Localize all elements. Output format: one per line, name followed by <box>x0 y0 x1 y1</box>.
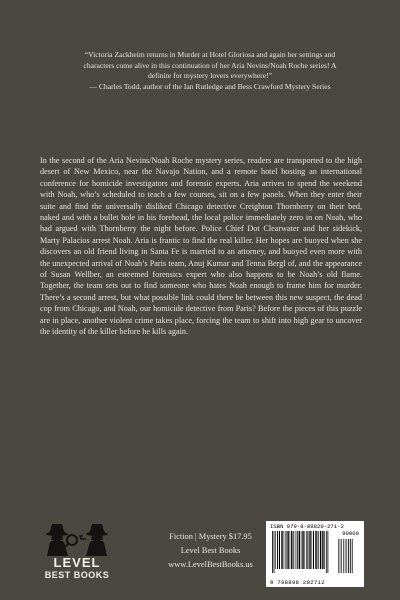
barcode-bar <box>322 531 323 569</box>
barcode-bar <box>318 531 319 569</box>
barcode-bar <box>281 531 282 569</box>
barcode-bar <box>324 531 325 569</box>
barcode-bar <box>290 531 291 569</box>
barcode-bar <box>313 531 314 569</box>
endorsement-attribution: — Charles Todd, author of the Ian Rutledge and Bess Crawford Mystery Series <box>89 81 331 91</box>
publisher-logo <box>42 520 112 590</box>
publisher-website: www.LevelBestBooks.us <box>168 560 253 569</box>
logo-best-books-text: BEST BOOKS <box>44 570 110 580</box>
barcode-bar <box>286 531 287 569</box>
barcode-addon-bar <box>348 539 349 573</box>
barcode-bar <box>315 531 316 569</box>
logo-level-text: LEVEL <box>53 555 101 570</box>
barcode-bar <box>301 531 302 569</box>
barcode-bar <box>305 531 306 569</box>
endorsement-blurb <box>76 50 344 92</box>
genre-price: Fiction | Mystery $17.95 <box>169 532 252 541</box>
barcode-bar <box>275 531 276 569</box>
barcode-addon-bar <box>343 539 344 573</box>
barcode-bar <box>326 531 327 573</box>
barcode-bar <box>320 531 321 569</box>
barcode-addon-bar <box>340 539 341 573</box>
barcode-addon-bar <box>338 539 339 573</box>
barcode-bar <box>312 531 313 569</box>
barcode-bar <box>307 531 308 569</box>
publisher-name: Level Best Books <box>180 546 241 555</box>
barcode-bar <box>297 531 298 569</box>
barcode-bar <box>306 531 307 569</box>
barcode-bars <box>270 531 360 577</box>
book-description: In the second of the Aria Nevins/Noah Roche mystery series, readers are transported to the high desert of New Mexico, near the Navajo Nation, and a remote hotel hosting an international conference for homicide investigators and forensic experts. Aria arrives to spend the weekend with Noah, who’s scheduled to teach a few courses, sit on a few panels. When they enter their suite and find the universally disliked Chicago detective Creighton Thornberry on their bed, naked and with a bullet hole in his forehead, the local police immediately zero in on Noah, who had argued with Thornberry the night before. Police Chief Dot Clearwater and her sidekick, Marty Palacios arrest Noah. Aria is frantic to find the real killer. Her hopes are buoyed when she discovers an old friend living in Santa Fe is married to an attorney, and buoyed even more with the unexpected arrival of Noah’s Paris team, Anuj Kumar and Tenna Bergl of, and the appearance of Susan Wellber, an esteemed forensics expert who also happens to be Noah’s old flame. Together, the team sets out to find someone who hates Noah enough to frame him for murder. There’s a second arrest, but what possible link could there be between this new suspect, the dead cop from Chicago, and Noah, our homicide detective from Paris? Before the pieces of this puzzle are in place, another violent crime takes place, forcing the team to shift into high gear to uncover the identity of the killer before he kills again. <box>40 156 362 337</box>
barcode-bar <box>272 531 273 573</box>
barcode-bar <box>277 531 278 569</box>
barcode-bar <box>274 531 275 573</box>
barcode-addon-bar <box>341 539 342 573</box>
barcode-bar <box>302 531 303 569</box>
barcode <box>266 521 364 587</box>
barcode-bar <box>295 531 296 569</box>
book-info <box>138 530 283 572</box>
isbn-label: ISBN 979-8-89820-271-2 <box>270 523 344 530</box>
barcode-digits: 9 798898 202712 <box>270 579 325 586</box>
barcode-bar <box>309 531 310 569</box>
barcode-bar <box>293 531 294 569</box>
barcode-addon-bar <box>345 539 346 573</box>
barcode-bar <box>284 531 285 569</box>
barcode-addon-bar <box>352 539 353 573</box>
barcode-bar <box>299 531 300 569</box>
barcode-bar <box>279 531 280 569</box>
barcode-bar <box>291 531 292 569</box>
detectives-silhouette-icon <box>42 520 112 556</box>
endorsement-quote: “Victoria Zackheim returns in Murder at Hotel Gloriosa and again her settings and characters come alive in this continuation of her Aria Nevins/Noah Roche series! A definite for mystery lovers everywhere!” <box>83 50 337 81</box>
price-addon-code: 90000 <box>342 530 359 537</box>
barcode-bar <box>287 531 288 569</box>
barcode-bar <box>328 531 329 573</box>
barcode-addon-bar <box>350 539 351 573</box>
barcode-addon-bar <box>347 539 348 573</box>
